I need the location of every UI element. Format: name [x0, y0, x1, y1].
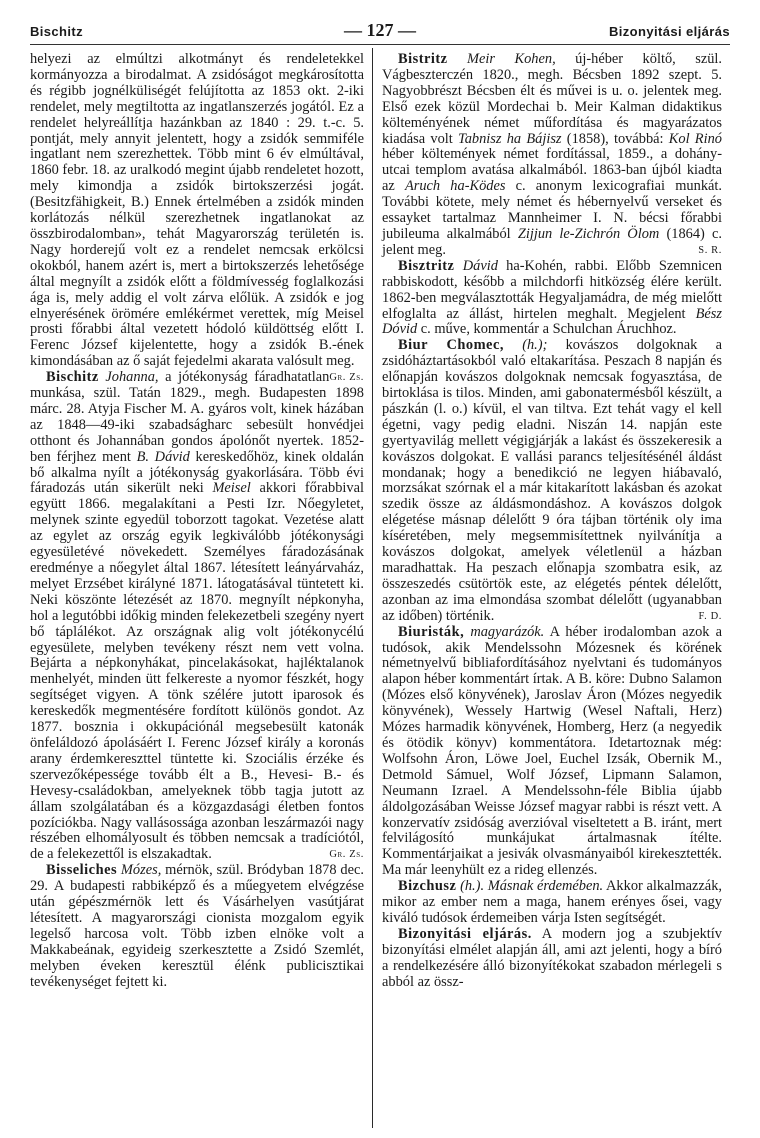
book-title: Bész Dóvid	[382, 305, 722, 338]
header-rule	[30, 44, 730, 45]
entry-bizonyitasi-eljaras	[382, 927, 722, 991]
entry-text: A modern jog a szubjektív bizonyítási elmélet alapján áll, ami azt jelenti, hogy a bíró a rendelkezésére álló bizonyítékokat szabadon mérlegeli s abból az össz-	[382, 925, 722, 990]
entry-text: ha-Kohén, rabbi. Előbb Szemnicen rabbiskodott, később a milchdorfi hitközség élére került. 1862-ben megválasztották Hegyaljamádra, de még mielőtt elfoglalta az állást, hirtelen meghalt. Megjelent	[382, 257, 722, 322]
entry-biuristak	[382, 625, 722, 880]
entry-name: Johanna,	[105, 369, 159, 386]
entry-bisseliches	[30, 863, 364, 990]
entry-ref: B. Dávid	[136, 448, 190, 465]
header-left-keyword: Bischitz	[30, 24, 84, 39]
entry-text: akkori főrabbival együtt 1866. megalakítani a Pesti Izr. Nőegyletet, melynek szinte egyedül toborzott tagokat. Vezetése alatt az egylet az ország egyik legkiválóbb jótékonysági egyesületévé növekedett. Személyes fáradozásának eredménye a nőegylet által 1867. létesített leányárvaház, melyet Erzsébet királyné 1871. látogatásával tüntetett ki. Neki köszönte létezését az 1870. megnyílt népkonyha, hol a legutóbbi időkig minden felekezetbeli szegény nyert bő táplálékot. Az országnak alig volt jótékonycélú egyesülete, melyben tevékeny részt nem vett volna. Bejárta a népkonyhákat, pincelakásokat, hajléktalanok menhelyét, minden ütt felkereste a nyomor fészkét, hogy segítséget vigyen. A tönk szélére jutott iparosok és kereskedők megmentésére fordított különös gondot. Az 1877. bosznia i okkupációnál megsebesült katonák önfeláldozó ápolásáért I. Ferenc József király a koronás arany érdemkereszttel tüntette ki. Szociális érzéke és szervezőképessége tovább élt a B., Hevesi- B.- és Hevesy-családokban, amelyeknek több tagja jutott az állam szolgálatában és a közgazdasági életben fontos pozíciókba. Nagy vallásossága azonban leszármazói nagy részében elhomályosult és többen nemcsak a tradíciótól, de a felekezettől is elszakadtak.	[30, 480, 364, 863]
running-header	[30, 18, 730, 44]
right-column	[382, 52, 722, 990]
header-right-keyword: Bizonyitási eljárás	[608, 24, 730, 39]
entry-bischitz-johanna	[30, 370, 364, 863]
entry-name: (h.). Másnak érdemében.	[460, 878, 604, 895]
entry-text: Akkor alkalmazzák, mikor az ember nem a maga, hanem erényes ősei, vagy kiváló tudósok érdemeiben várja Isten segítségét.	[382, 878, 722, 926]
signature: S. R.	[698, 244, 722, 256]
entry-text: (1858), továbbá:	[561, 130, 669, 147]
headword: Bisseliches	[46, 862, 118, 879]
headword: Bischitz	[46, 369, 99, 386]
entry-bistritz	[382, 52, 722, 259]
entry-ref: Meisel	[212, 480, 251, 497]
entry-name: magyarázók.	[470, 623, 545, 640]
entry-text: A héber irodalomban azok a tudósok, akik Mendelssohn Mózesnek és körének németnyelvű bibliafordításához nyelvtani és tudományos alapon héber kommentárt írtak. A B. köre: Dubno Salamon (Mózes első könyvének), Jaroslav Áron (Mózes negyedik könyvének), Wessely Hartwig (Wesel Naftali, Herz) Mózes harmadik könyvének, Homberg, Herz (a negyedik és ötödik könyv) kommentátora. Idetartoznak még: Wolfsohn Áron, Löwe Joel, Euchel Izsák, Obernik M., Detmold Sámuel, Wolf József, Lipmann Salamon, Neumann Izrael. A Mendelssohn-féle Biblia újabb áldolgozásában Weisse József magyar rabbi is részt vett. A konzervatív zsidóság averzióval viseltetett a B. iránt, mert felvilágosító munkájukat ártalmasnak ítélte. Kommentárjaikat a jesivák olvasmányaiból kirekesztették. Ma már leenyhült ez a rideg ellenzés.	[382, 623, 722, 879]
entry-text: kereskedőhöz, kinek oldalán bő alkalma nyílt a jótékonyság gyakorlására. Több évi fáradozás után sikerült neki	[30, 448, 364, 497]
entry-text: c. anonym lexicografiai munkát. További kötete, mely német és hébernyelvű verseket és essayket tartalmaz Mannheimer I. N. bécsi főrabbi jubileuma alkalmából	[382, 178, 722, 242]
entry-text: új-héber költő, szül. Vágbeszterczén 1820., megh. Bécsben 1892 szept. 5. Nagyobbrészt Bécsben élt és művei is u. o. jelentek meg. Első ezek közül Mordechai b. Meir Kalman didaktikus költeményének német műfordítása és magyarázatos kiadása volt	[382, 51, 722, 147]
signature: Gr. Zs.	[329, 372, 364, 384]
headword: Bizonyitási eljárás.	[398, 925, 532, 942]
entry-text: mérnök, szül. Bródyban 1878 dec. 29. A budapesti rabbiképző és a műegyetem elvégzése után gépészmérnök lett és Vásárhelyen vasútjárat létesített. A magyarországi cionista mozgalom egyik legelső harcosa volt. Több izben elnöke volt a Makkabeának, egyideig szerkesztette a Zsidó Szemlét, melyben éveken keresztül élénk publicisztikai tevékenységet fejtett ki.	[30, 862, 364, 990]
continued-entry-text: helyezi az elmúltzi alkotmányt és rendeletekkel kormányozza a birodalmat. A zsidóságot megkárosította és régibb jognélküliségét felújította az 1853 okt. 2-iki rendelet, mely megtiltotta az ingatlanszerzés jogától. Ez a rendelet helyreállítja hazánkban az 1840 : 29. t.-c. 5. pontját, mely annyit jelentett, hogy a zsidók semmiféle ingatlant nem szerezhettek. Több mint 6 év elmúltával, 1860 febr. 18. az uralkodó megint újabb rendeletet hozott, mely kimondja a zsidók birtokszerzési jogát. (Besitzfähigkeit, B.) Ennek értelmében a zsidók minden korlátozás nélkül szerezhetnek ingatlanokat az összbirodalomban», tehát Magyarország területén is. Nagy horderejű volt ez a rendelet nemcsak erkölcsi okokból, hanem azért is, mert a birtokszerzés lehetősége által megnyílt a zsidók előtt a földmívesség foglalkozási ága is, mely addig el volt zárva előlük. A zsidók e jog elnyerésének örömére emlékérmet verettek, míg Meisel prosti főrabbi által vezetett hódoló küldöttség előtt I. Ferenc József kijelentette, hogy a zsidók B.-ének kimondásában az ő saját fejedelmi akarata valósult meg.	[30, 51, 364, 370]
entry-name: Dávid	[462, 257, 498, 274]
book-title: Kol Rinó	[668, 130, 722, 147]
signature: Gr. Zs.	[329, 849, 364, 861]
headword: Bizchusz	[398, 878, 457, 895]
entry-text: a jótékonyság fáradhatatlan munkása, szül. Tatán 1829., megh. Budapesten 1898 márc. 28. Atyja Fischer M. A. gyáros volt, kinek házában az 1848—49-iki szabadságharc sebesült honvédjei otthont és Johannában gondos ápolónőt nyertek. 1852-ben férjhez ment	[30, 369, 364, 465]
book-title: Tabnisz ha Bájisz	[458, 130, 562, 147]
column-divider	[372, 48, 373, 1128]
entry-name: Meir Kohen,	[467, 51, 556, 67]
left-column	[30, 52, 364, 990]
signature: F. D.	[698, 610, 722, 622]
book-title: Zijjun le-Zichrón Ölom	[517, 225, 660, 242]
entry-name: (h.);	[522, 337, 548, 354]
entry-text: (1864) c. jelent meg.	[382, 225, 722, 258]
entry-biur-chomec	[382, 338, 722, 624]
entry-name: Mózes,	[120, 862, 162, 879]
headword: Biuristák,	[398, 623, 465, 640]
entry-text: héber költemények német fordítással, 1859., a dohány-utcai templom avatása alkalmából. 1863-ban újból kiadta az	[382, 146, 722, 195]
headword: Bisztritz	[398, 257, 455, 274]
headword: Bistritz	[398, 51, 448, 67]
entry-text: c. műve, kommentár a Schulchan Áruchhoz.	[417, 321, 677, 338]
entry-bizchusz	[382, 879, 722, 927]
headword: Biur Chomec,	[398, 337, 504, 354]
entry-text: kovászos dolgoknak a zsidóháztartásokból való eltakarítása. Peszach 8 napján és előnapján kovászos dolgoknak nemcsak fogyasztása, de birtoklása is tilos. Minden, ami gabonatermésből készült, a pászkán (l. o.) kívül, el van tiltva. Ezt tehát vagy el kell égetni, vagy pedig eladni. Niszán 14. napján este gyertyavilág mellett végigjárják a lakást és összekeresik a kovászos dolgokat. E vallási parancs teljesítésénél áldást mondanak; hogy a benedikció ne legyen hiábavaló, morzsákat szórnak el a már kitakarított lakásban és azokat szedik össze az áldásmondáshoz. A kovászos dolgok elégetése másnap délelőtt 9 óra tájban történik oly ima kíséretében, mely megsemmisítettnek nyilvánítja a kovászos dolgokat, amelyek véletlenül a házban maradhattak. Ha peszach előnapja szombatra esik, az összeszedés csütörtök este, az elégetés péntek délelőtt, azonban az ima elmondása szombat délelőtt (ugyanabban az időben) történik.	[382, 337, 722, 624]
entry-bisztritz	[382, 259, 722, 339]
book-title: Aruch ha-Ködes	[404, 178, 506, 195]
page-number: — 127 —	[344, 20, 416, 40]
